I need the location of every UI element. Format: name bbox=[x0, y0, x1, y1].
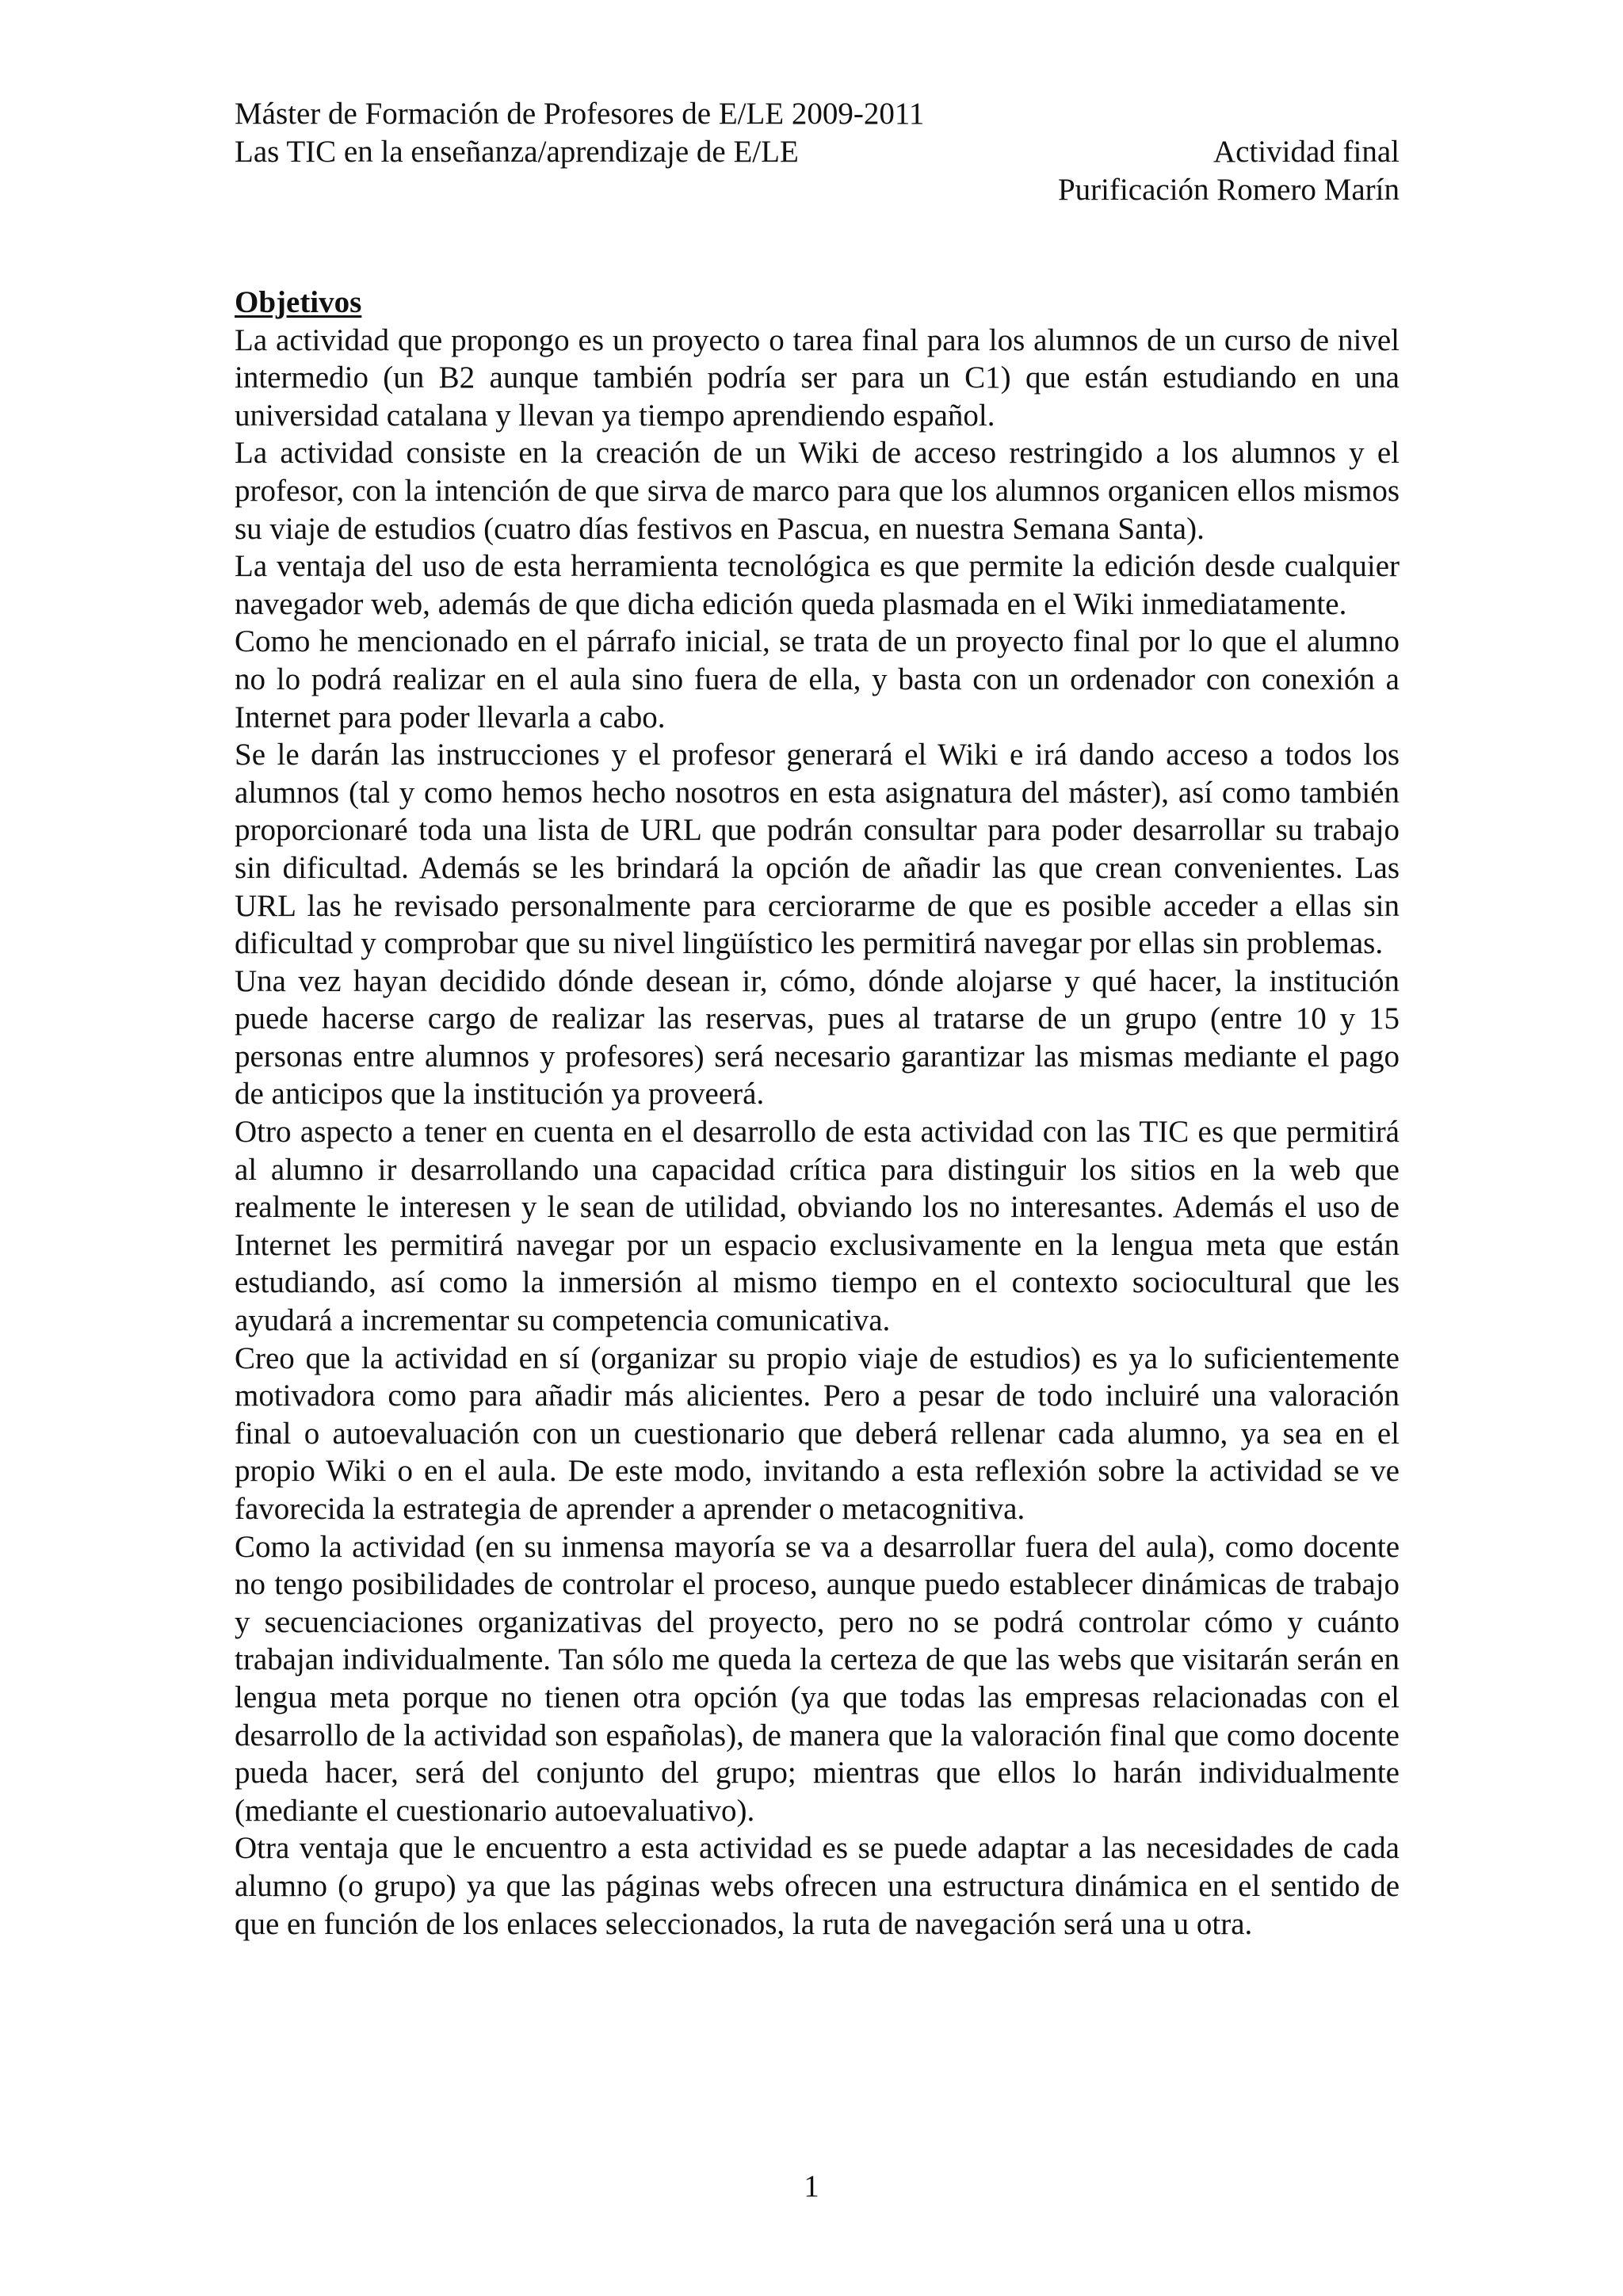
section-title: Objetivos bbox=[235, 285, 362, 319]
paragraph-10: Otra ventaja que le encuentro a esta actividad es se puede adaptar a las necesidades de cada alumno (o grupo) ya que las páginas webs ofrecen una estructura dinámica en el sentido de que en función de los enlaces seleccionados, la ruta de navegación será una u otra. bbox=[235, 1831, 1400, 1941]
document-body bbox=[235, 284, 1400, 1943]
paragraph-9: Como la actividad (en su inmensa mayoría se va a desarrollar fuera del aula), como docente no tengo posibilidades de controlar el proceso, aunque puedo establecer dinámicas de trabajo y secuenciaciones organizativas del proyecto, pero no se podrá controlar cómo y cuánto trabajan individualmente. Tan sólo me queda la certeza de que las webs que visitarán serán en lengua meta porque no tienen otra opción (ya que todas las empresas relacionadas con el desarrollo de la actividad son españolas), de manera que la valoración final que como docente pueda hacer, será del conjunto del grupo; mientras que ellos lo harán individualmente (mediante el cuestionario autoevaluativo). bbox=[235, 1529, 1400, 1828]
paragraph-7: Otro aspecto a tener en cuenta en el desarrollo de esta actividad con las TIC es que permitirá al alumno ir desarrollando una capacidad crítica para distinguir los sitios en la web que realmente le interesen y le sean de utilidad, obviando los no interesantes. Además el uso de Internet les permitirá navegar por un espacio exclusivamente en la lengua meta que están estudiando, así como la inmersión al mismo tiempo en el contexto sociocultural que les ayudará a incrementar su competencia comunicativa. bbox=[235, 1115, 1400, 1338]
header-activity-label: Actividad final bbox=[1212, 135, 1400, 169]
header-row-3 bbox=[235, 171, 1400, 209]
paragraph-8: Creo que la actividad en sí (organizar su propio viaje de estudios) es ya lo suficientemente motivadora como para añadir más alicientes. Pero a pesar de todo incluiré una valoración final o autoevaluación con un cuestionario que deberá rellenar cada alumno, ya sea en el propio Wiki o en el aula. De este modo, invitando a esta reflexión sobre la actividad se ve favorecida la estrategia de aprender a aprender o metacognitiva. bbox=[235, 1341, 1400, 1526]
header-row-1 bbox=[235, 95, 1400, 133]
paragraph-3: La ventaja del uso de esta herramienta tecnológica es que permite la edición desde cualquier navegador web, además de que dicha edición queda plasmada en el Wiki inmediatamente. bbox=[235, 549, 1400, 621]
header-subject: Las TIC en la enseñanza/aprendizaje de E/LE bbox=[235, 135, 799, 169]
header-row-2 bbox=[235, 133, 1400, 171]
header-course-title: Máster de Formación de Profesores de E/LE 2009-2011 bbox=[235, 97, 925, 131]
paragraph-6: Una vez hayan decidido dónde desean ir, cómo, dónde alojarse y qué hacer, la institución puede hacerse cargo de realizar las reservas, pues al tratarse de un grupo (entre 10 y 15 personas entre alumnos y profesores) será necesario garantizar las mismas mediante el pago de anticipos que la institución ya proveerá. bbox=[235, 963, 1400, 1112]
paragraph-4: Como he mencionado en el párrafo inicial, se trata de un proyecto final por lo que el alumno no lo podrá realizar en el aula sino fuera de ella, y basta con un ordenador con conexión a Internet para poder llevarla a cabo. bbox=[235, 624, 1400, 734]
paragraph-1: La actividad que propongo es un proyecto o tarea final para los alumnos de un curso de nivel intermedio (un B2 aunque también podría ser para un C1) que están estudiando en una universidad catalana y llevan ya tiempo aprendiendo español. bbox=[235, 322, 1400, 433]
page-header bbox=[235, 95, 1400, 209]
header-author: Purificación Romero Marín bbox=[1057, 173, 1400, 207]
paragraph-5: Se le darán las instrucciones y el profesor generará el Wiki e irá dando acceso a todos los alumnos (tal y como hemos hecho nosotros en esta asignatura del máster), así como también proporcionaré toda una lista de URL que podrán consultar para poder desarrollar su trabajo sin dificultad. Además se les brindará la opción de añadir las que crean convenientes. Las URL las he revisado personalmente para cerciorarme de que es posible acceder a ellas sin dificultad y comprobar que su nivel lingüístico les permitirá navegar por ellas sin problemas. bbox=[235, 738, 1400, 961]
paragraph-2: La actividad consiste en la creación de un Wiki de acceso restringido a los alumnos y el profesor, con la intención de que sirva de marco para que los alumnos organicen ellos mismos su viaje de estudios (cuatro días festivos en Pascua, en nuestra Semana Santa). bbox=[235, 436, 1400, 546]
page-number: 1 bbox=[804, 2169, 819, 2203]
